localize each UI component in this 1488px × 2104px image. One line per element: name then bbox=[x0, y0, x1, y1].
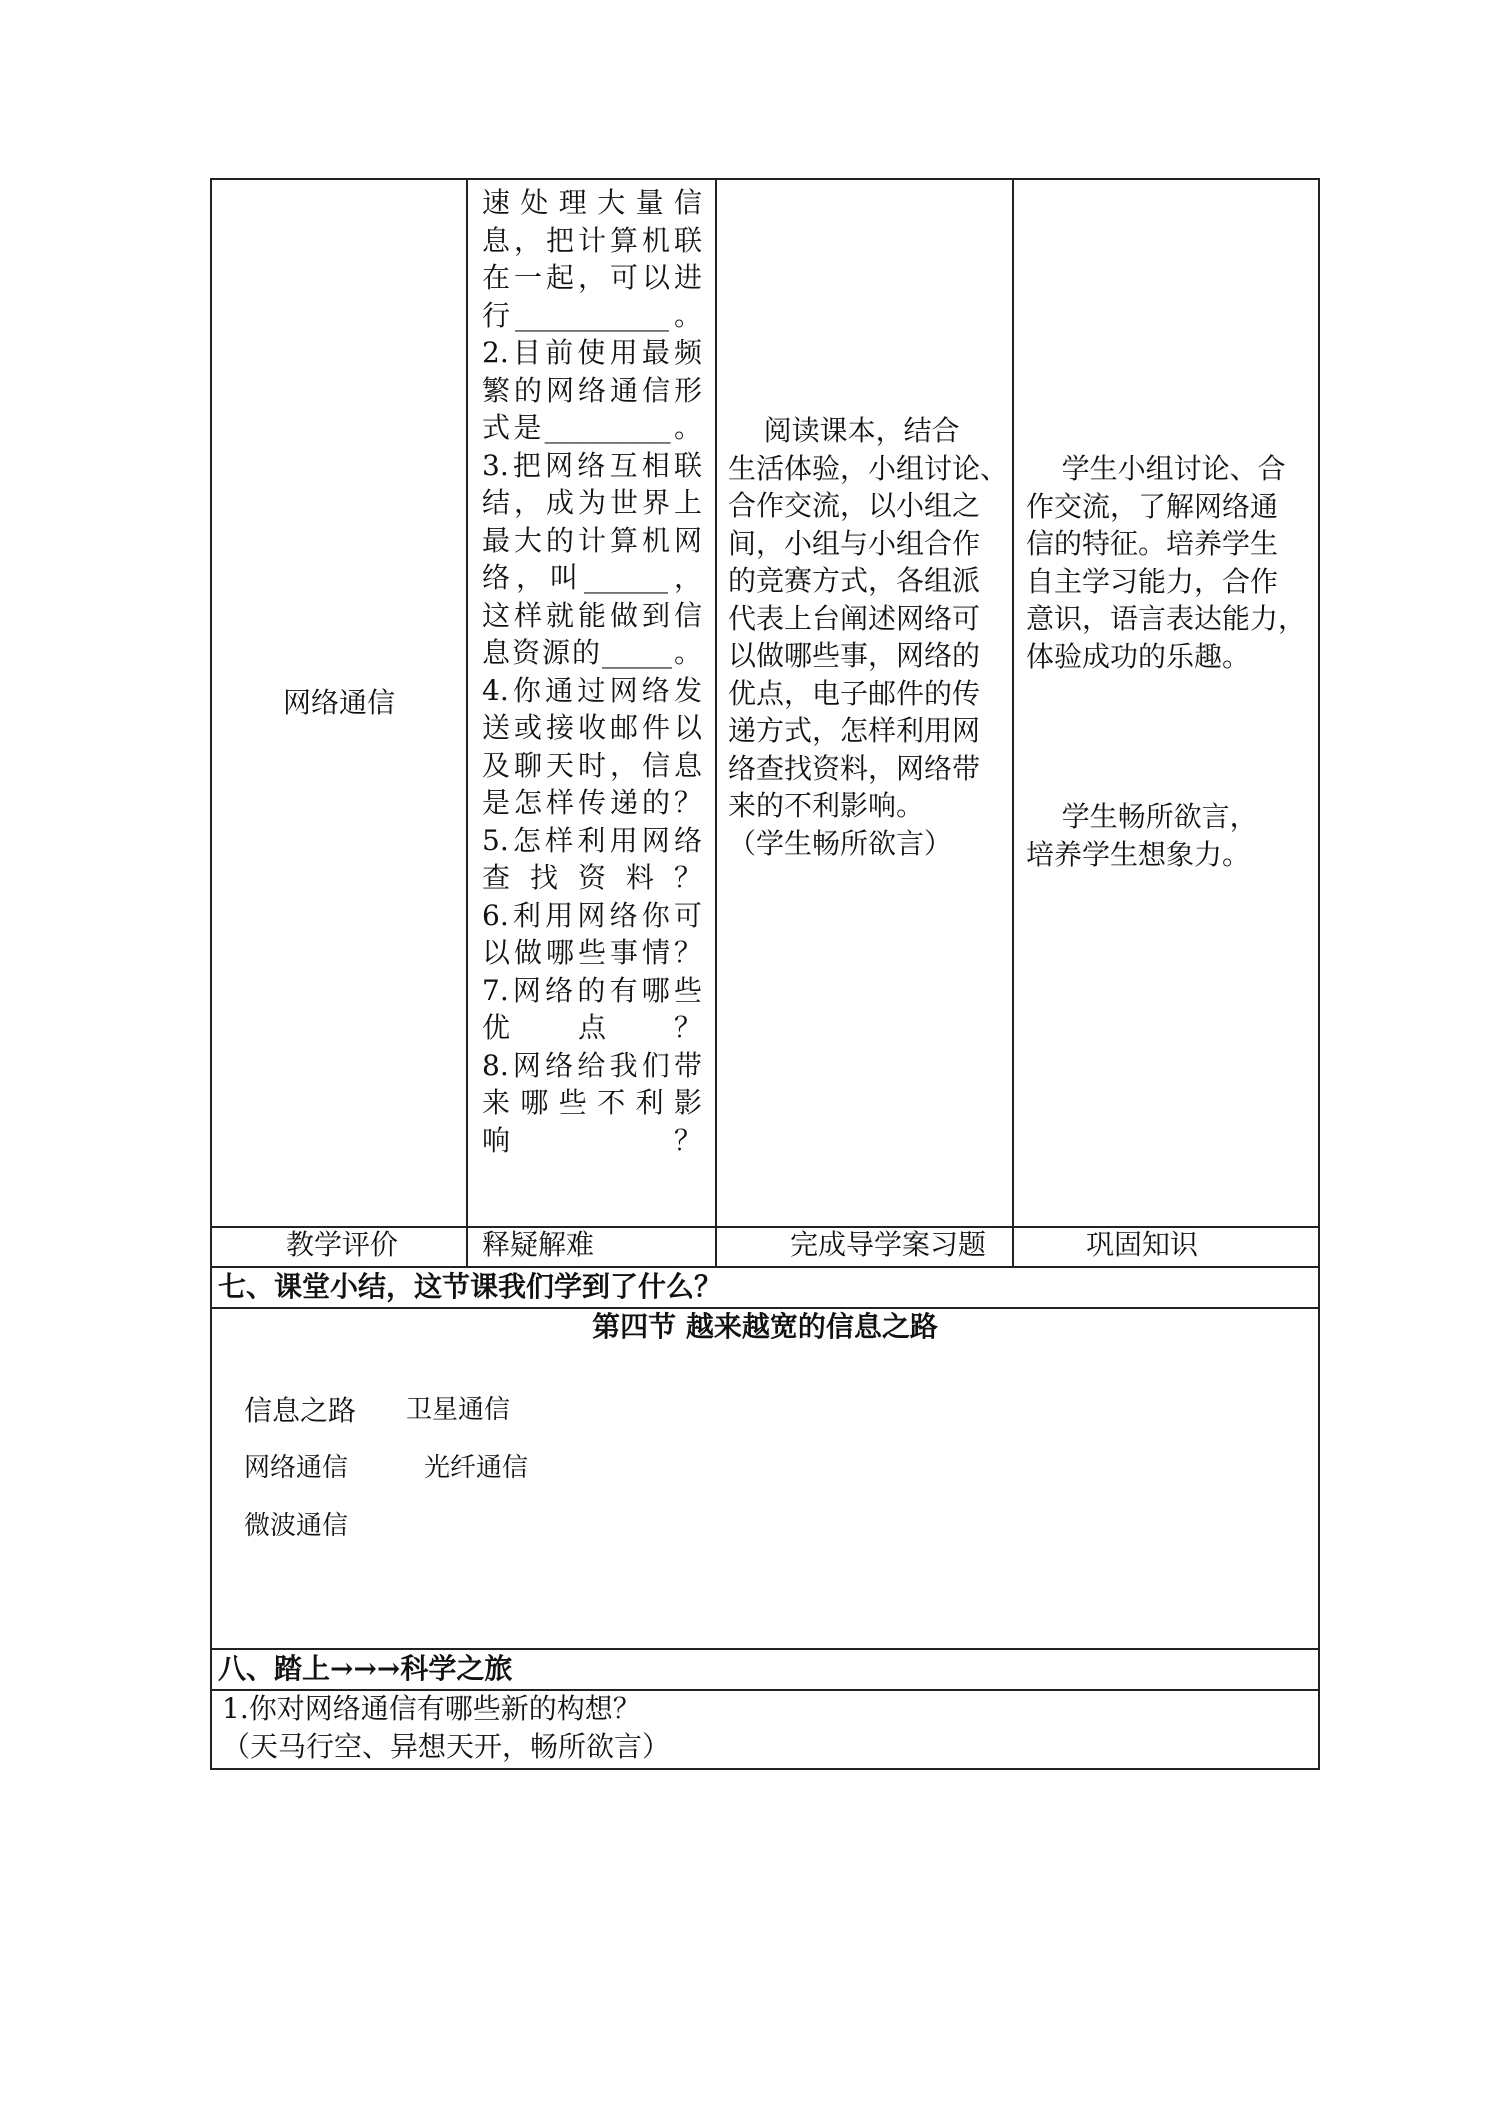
text-line: 息，把计算机联 bbox=[482, 223, 702, 257]
text-line: 合作交流，以小组之 bbox=[728, 489, 981, 522]
text-line: 速处理大量信 bbox=[482, 186, 702, 219]
evaluation-task: 完成导学案习题 bbox=[790, 1228, 987, 1261]
text-line: 行___________。 bbox=[482, 298, 702, 332]
section8-body bbox=[222, 1690, 670, 1765]
section8-heading: 八、踏上→→→科学之旅 bbox=[218, 1652, 513, 1685]
text-line: 自主学习能力，合作 bbox=[1026, 564, 1279, 598]
column-divider-2 bbox=[715, 178, 717, 1268]
text-line: 最大的计算机网 bbox=[482, 523, 702, 557]
section7-title: 第四节 越来越宽的信息之路 bbox=[592, 1310, 938, 1343]
text-line: 响？ bbox=[482, 1123, 702, 1157]
text-line: 的竞赛方式，各组派 bbox=[728, 564, 981, 597]
text-line: 6.利用网络你可 bbox=[482, 898, 702, 932]
text-line: 4.你通过网络发 bbox=[482, 673, 702, 707]
intent-cell-b bbox=[1026, 798, 1316, 873]
table-border-bottom bbox=[210, 1768, 1320, 1770]
text-line: 以做哪些事情？ bbox=[482, 936, 702, 969]
topic-label: 网络通信 bbox=[282, 686, 395, 720]
text-line: 体验成功的乐趣。 bbox=[1026, 639, 1251, 673]
text-line: 络查找资料，网络带 bbox=[728, 751, 981, 785]
text-line: 来哪些不利影 bbox=[482, 1086, 702, 1119]
text-line: 1.你对网络通信有哪些新的构想？ bbox=[222, 1692, 641, 1725]
column-divider-3 bbox=[1012, 178, 1014, 1268]
mindmap-branch-microwave: 微波通信 bbox=[244, 1511, 349, 1541]
mindmap-branch-network: 网络通信 bbox=[244, 1453, 349, 1483]
text-line: 生活体验，小组讨论、 bbox=[728, 451, 1009, 485]
intent-cell-a bbox=[1026, 450, 1316, 675]
topic-cell bbox=[212, 180, 466, 1226]
text-line: 学生畅所欲言， bbox=[1026, 800, 1258, 833]
text-line: 送或接收邮件以 bbox=[482, 711, 702, 744]
questions-cell bbox=[482, 184, 702, 1159]
text-line: （学生畅所欲言） bbox=[728, 826, 953, 860]
table-border-right bbox=[1318, 178, 1320, 1770]
mindmap-root: 信息之路 bbox=[244, 1394, 357, 1427]
text-line: 7.网络的有哪些 bbox=[482, 973, 702, 1007]
text-line: 意识，语言表达能力， bbox=[1026, 602, 1307, 635]
text-line: 以做哪些事，网络的 bbox=[728, 639, 981, 672]
text-line: 来的不利影响。 bbox=[728, 789, 925, 822]
text-line: 2.目前使用最频 bbox=[482, 336, 702, 369]
activities-cell bbox=[728, 412, 1008, 862]
evaluation-goal: 巩固知识 bbox=[1086, 1228, 1199, 1261]
text-line: 及聊天时，信息 bbox=[482, 748, 702, 782]
text-line: 5.怎样利用网络 bbox=[482, 823, 702, 857]
mindmap-branch-satellite: 卫星通信 bbox=[406, 1395, 511, 1425]
column-divider-1 bbox=[466, 178, 468, 1268]
text-line: 信的特征。培养学生 bbox=[1026, 527, 1279, 560]
text-line: 在一起，可以进 bbox=[482, 261, 702, 294]
text-line: 络，叫______， bbox=[482, 561, 702, 594]
text-line: （天马行空、异想天开，畅所欲言） bbox=[222, 1729, 671, 1763]
text-line: 这样就能做到信 bbox=[482, 598, 702, 632]
text-line: 优点？ bbox=[482, 1011, 702, 1044]
text-line: 结，成为世界上 bbox=[482, 486, 702, 519]
text-line: 是怎样传递的？ bbox=[482, 786, 702, 819]
text-line: 递方式，怎样利用网 bbox=[728, 714, 981, 747]
section7-heading: 七、课堂小结，这节课我们学到了什么？ bbox=[218, 1270, 723, 1303]
text-line: 查找资料？ bbox=[482, 861, 702, 894]
text-line: 阅读课本，结合 bbox=[728, 414, 960, 447]
mindmap-branch-fiber: 光纤通信 bbox=[424, 1453, 529, 1483]
text-line: 代表上台阐述网络可 bbox=[728, 601, 981, 635]
evaluation-method: 释疑解难 bbox=[482, 1228, 595, 1261]
text-line: 式是_________。 bbox=[482, 411, 702, 444]
text-line: 繁的网络通信形 bbox=[482, 373, 702, 407]
text-line: 培养学生想象力。 bbox=[1026, 837, 1251, 871]
text-line: 作交流，了解网络通 bbox=[1026, 489, 1279, 523]
text-line: 间，小组与小组合作 bbox=[728, 526, 981, 560]
text-line: 息资源的_____。 bbox=[482, 636, 702, 669]
evaluation-label: 教学评价 bbox=[286, 1228, 399, 1261]
text-line: 学生小组讨论、合 bbox=[1026, 452, 1286, 485]
text-line: 优点，电子邮件的传 bbox=[728, 676, 981, 710]
text-line: 3.把网络互相联 bbox=[482, 448, 702, 482]
text-line: 8.网络给我们带 bbox=[482, 1048, 702, 1082]
